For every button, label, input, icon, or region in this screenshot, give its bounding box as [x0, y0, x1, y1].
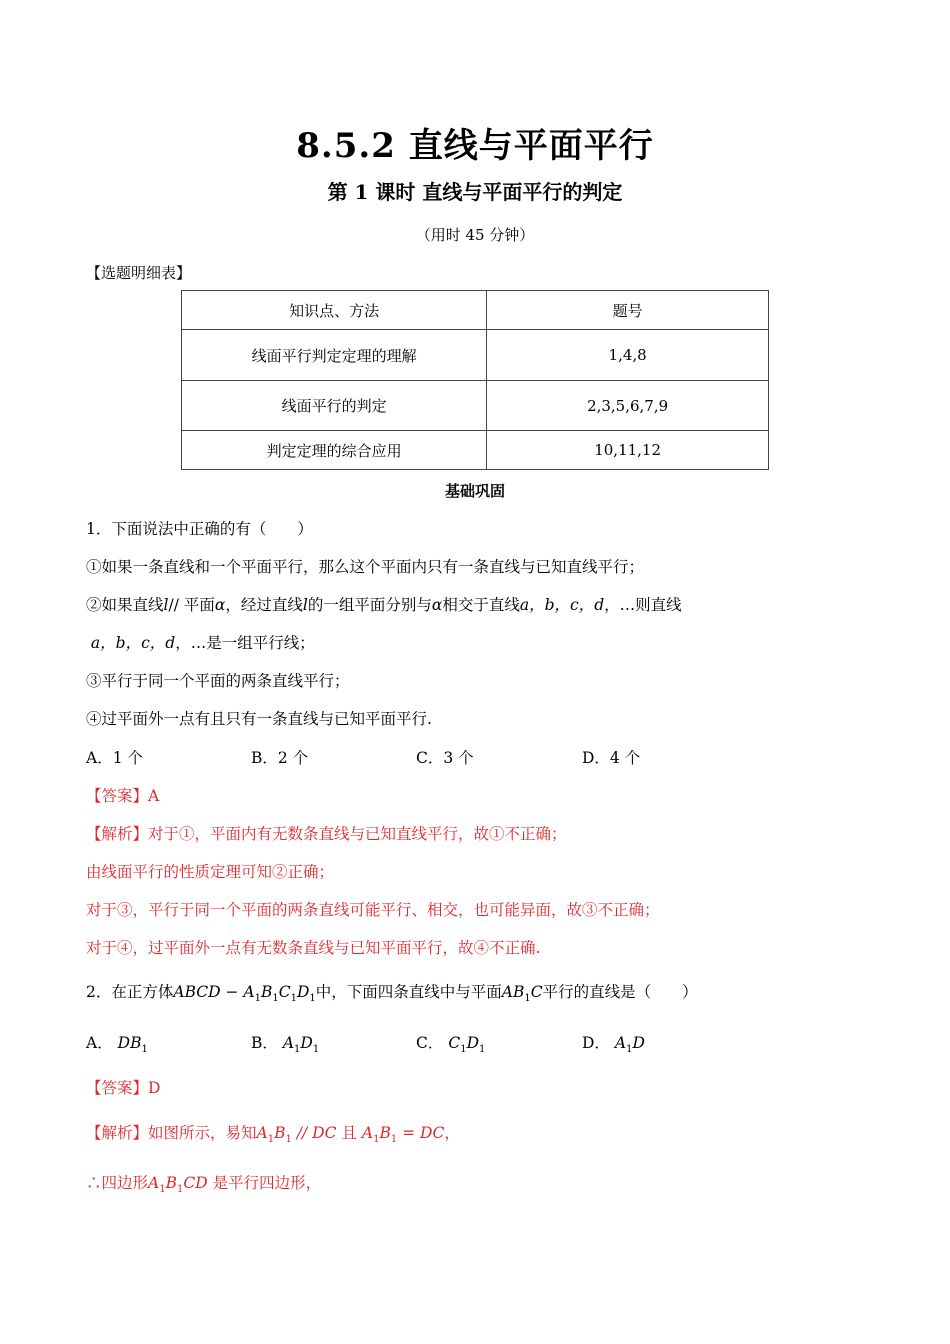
analysis-label: 【解析】 — [86, 825, 149, 843]
q1-statement-4: ④过平面外一点有且只有一条直线与已知平面平行. — [86, 710, 432, 728]
q1-analysis-2: 由线面平行的性质定理可知②正确； — [86, 863, 335, 881]
table-row — [182, 381, 769, 431]
text-segment: 的一组平面分别与 — [307, 596, 432, 614]
q2-therefore — [86, 1171, 321, 1195]
analysis-label: 【解析】 — [86, 1124, 149, 1142]
q1-statement-1: ①如果一条直线和一个平面平行，那么这个平面内只有一条直线与已知直线平行； — [86, 558, 645, 576]
q1-analysis-4: 对于④，过平面外一点有无数条直线与已知平面平行，故④不正确. — [86, 939, 541, 957]
q1-analysis-1 — [86, 822, 567, 844]
q2-option-d — [582, 1031, 645, 1055]
table-cell: 判定定理的综合应用 — [182, 431, 487, 470]
analysis-text: ， — [444, 1124, 460, 1142]
table-cell: 线面平行的判定 — [182, 381, 487, 431]
text-segment: ，…是一组平行线； — [175, 634, 315, 652]
page-title: 8.5.2 直线与平面平行 — [296, 126, 654, 166]
math-option: $A_1D$ — [614, 1034, 645, 1056]
text-segment: 平面 — [183, 596, 215, 614]
option-letter: A． — [86, 1034, 113, 1052]
option-letter: B． — [251, 1034, 278, 1052]
math-expr: $A_1B_1$ // DC — [256, 1124, 337, 1146]
q1-option-c: C．3 个 — [416, 749, 474, 767]
q1-analysis-3: 对于③，平行于同一个平面的两条直线可能平行、相交，也可能异面，故③不正确； — [86, 901, 660, 919]
analysis-text: 如图所示，易知 — [148, 1124, 257, 1142]
math-option: $A_1D_1$ — [282, 1034, 320, 1056]
math-expr: $A_1B_1$ = DC — [361, 1124, 445, 1146]
q2-analysis — [86, 1121, 460, 1145]
q1-option-d: D．4 个 — [582, 749, 641, 767]
text-segment: ②如果直线 — [86, 596, 164, 614]
text-segment: 相交于直线 — [442, 596, 520, 614]
math-parallel: // — [168, 596, 179, 614]
math-option: $C_1D_1$ — [448, 1034, 486, 1056]
question-detail-table — [181, 290, 769, 470]
q1-option-b: B．2 个 — [251, 749, 309, 767]
option-letter: C． — [416, 1034, 444, 1052]
table-row — [182, 431, 769, 470]
math-lines: a，b，c，d — [86, 634, 176, 652]
text-segment: 平行的直线是（ ） — [542, 983, 698, 1001]
text-segment: ，…则直线 — [604, 596, 682, 614]
table-header-cell: 题号 — [487, 291, 769, 330]
analysis-text: 是平行四边形， — [212, 1174, 322, 1192]
page-subtitle: 第 1 课时 直线与平面平行的判定 — [327, 180, 623, 204]
option-letter: D． — [582, 1034, 610, 1052]
table-cell: 线面平行判定定理的理解 — [182, 330, 487, 381]
analysis-text: ∴四边形 — [86, 1174, 149, 1192]
q2-answer — [86, 1076, 160, 1098]
q1-statement-2-cont — [86, 631, 315, 653]
math-plane: $AB_1C$ — [501, 983, 543, 1005]
math-expr: $A_1B_1CD$ — [148, 1174, 208, 1196]
answer-value: A — [148, 787, 160, 805]
math-option: $DB_1$ — [117, 1034, 148, 1056]
analysis-text: 对于①，平面内有无数条直线与已知直线平行，故①不正确； — [148, 825, 567, 843]
table-cell: 1,4,8 — [487, 330, 769, 381]
math-lines: a，b，c，d — [519, 596, 605, 614]
analysis-text: 且 — [341, 1124, 357, 1142]
table-row — [182, 330, 769, 381]
text-segment: 中，下面四条直线中与平面 — [315, 983, 502, 1001]
q1-option-a: A．1 个 — [86, 749, 143, 767]
q1-statement-3: ③平行于同一个平面的两条直线平行； — [86, 672, 350, 690]
q2-option-b — [251, 1031, 319, 1055]
q1-answer — [86, 784, 159, 806]
q2-option-a — [86, 1031, 148, 1055]
math-l: l — [302, 596, 308, 614]
q2-stem — [86, 980, 698, 1004]
q1-stem: 1．下面说法中正确的有（ ） — [86, 520, 313, 538]
time-duration: （用时 45 分钟） — [415, 226, 535, 244]
answer-label: 【答案】 — [86, 787, 149, 805]
table-cell: 10,11,12 — [487, 431, 769, 470]
section-title-basic: 基础巩固 — [444, 482, 505, 500]
q1-statement-2 — [86, 593, 682, 615]
table-header-cell: 知识点、方法 — [182, 291, 487, 330]
math-alpha: α — [431, 596, 443, 614]
table-header-row — [182, 291, 769, 330]
math-alpha: α — [214, 596, 226, 614]
section-label-detail: 【选题明细表】 — [86, 264, 192, 282]
math-l: l — [163, 596, 169, 614]
answer-label: 【答案】 — [86, 1079, 149, 1097]
text-segment: 2．在正方体 — [86, 983, 174, 1001]
math-cube: ABCD − $A_1B_1C_1D_1$ — [173, 983, 316, 1005]
q2-option-c — [416, 1031, 485, 1055]
answer-value: D — [148, 1079, 161, 1097]
table-cell: 2,3,5,6,7,9 — [487, 381, 769, 431]
text-segment: ，经过直线 — [225, 596, 303, 614]
